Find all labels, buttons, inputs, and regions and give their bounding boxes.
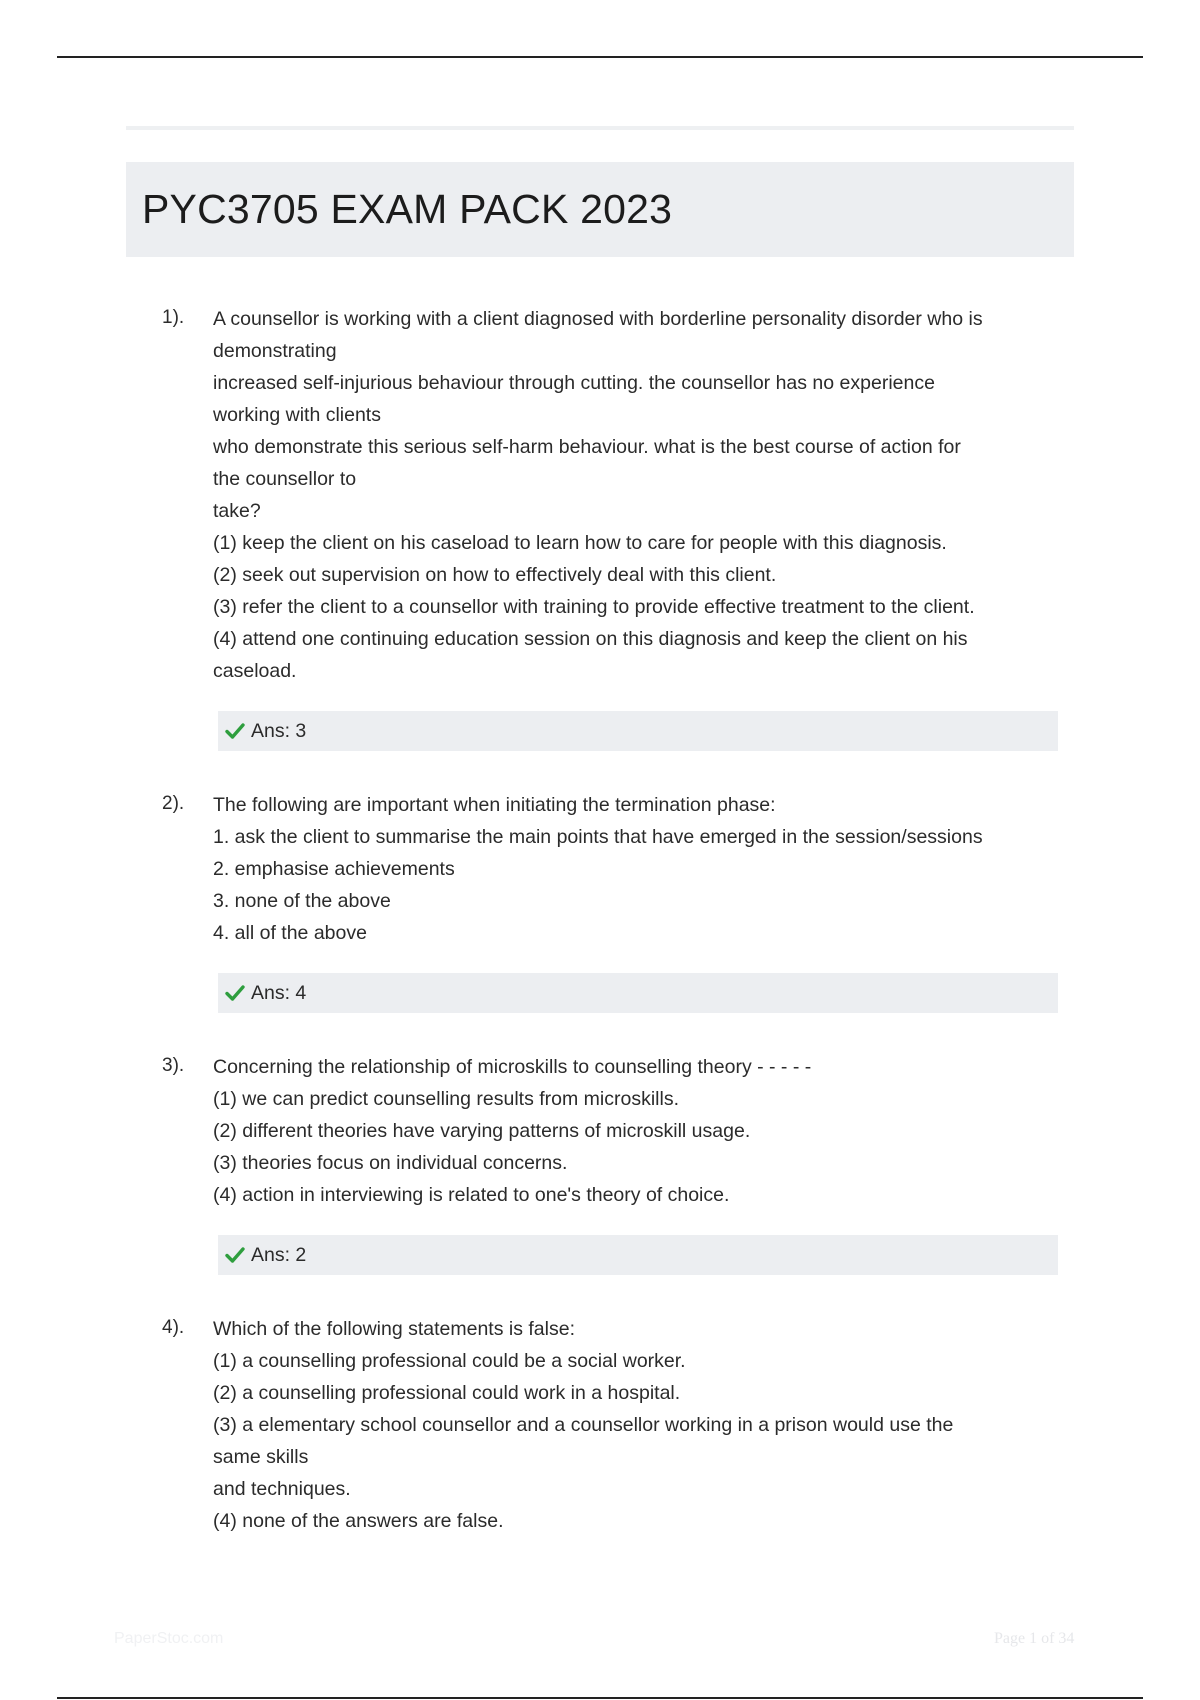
check-icon — [224, 982, 246, 1004]
watermark-text: PaperStoc.com — [114, 1630, 224, 1647]
answer-box — [218, 973, 1058, 1013]
question-line: 3. none of the above — [213, 890, 391, 912]
top-divider — [57, 56, 1143, 58]
question-line: who demonstrate this serious self-harm behaviour. what is the best course of action for — [213, 436, 961, 458]
question-line: caseload. — [213, 660, 297, 682]
question-line: (3) refer the client to a counsellor with training to provide effective treatment to the client. — [213, 596, 975, 618]
question-line: (1) keep the client on his caseload to learn how to care for people with this diagnosis. — [213, 532, 947, 554]
header-rule — [126, 126, 1074, 130]
question-line: The following are important when initiating the termination phase: — [213, 794, 776, 816]
question-line: (2) a counselling professional could work in a hospital. — [213, 1382, 681, 1404]
bottom-divider — [57, 1697, 1143, 1699]
question-item — [0, 1051, 1200, 1275]
question-line: increased self-injurious behaviour through cutting. the counsellor has no experience — [213, 372, 935, 394]
question-text — [213, 1313, 1065, 1537]
answer-box — [218, 711, 1058, 751]
answer-text: Ans: 3 — [251, 719, 307, 742]
question-text — [213, 1051, 1065, 1211]
question-line: same skills — [213, 1446, 309, 1468]
question-item — [0, 789, 1200, 1013]
question-line: (3) theories focus on individual concerns. — [213, 1152, 568, 1174]
check-icon — [224, 1244, 246, 1266]
question-line: (1) we can predict counselling results from microskills. — [213, 1088, 679, 1110]
title-banner — [126, 162, 1074, 257]
question-line: (2) seek out supervision on how to effectively deal with this client. — [213, 564, 777, 586]
question-line: take? — [213, 500, 261, 522]
question-list — [0, 303, 1200, 1575]
question-number: 1). — [162, 307, 185, 328]
question-number: 4). — [162, 1317, 185, 1338]
question-line: A counsellor is working with a client diagnosed with borderline personality disorder who is — [213, 308, 983, 330]
question-item — [0, 303, 1200, 751]
question-text — [213, 303, 1065, 687]
question-line: (4) action in interviewing is related to one's theory of choice. — [213, 1184, 730, 1206]
question-number: 3). — [162, 1055, 185, 1076]
question-line: working with clients — [213, 404, 381, 426]
check-icon — [224, 720, 246, 742]
question-number: 2). — [162, 793, 185, 814]
question-text — [213, 789, 1065, 949]
question-line: Which of the following statements is false: — [213, 1318, 575, 1340]
question-line: and techniques. — [213, 1478, 351, 1500]
answer-text: Ans: 2 — [251, 1243, 307, 1266]
page-title: PYC3705 EXAM PACK 2023 — [142, 186, 673, 232]
question-line: the counsellor to — [213, 468, 357, 490]
question-line: (1) a counselling professional could be a social worker. — [213, 1350, 686, 1372]
answer-text: Ans: 4 — [251, 981, 307, 1004]
question-line: demonstrating — [213, 340, 337, 362]
question-line: (2) different theories have varying patterns of microskill usage. — [213, 1120, 751, 1142]
page-number: Page 1 of 34 — [994, 1630, 1075, 1647]
question-line: Concerning the relationship of microskills to counselling theory - - - - - — [213, 1056, 812, 1078]
question-line: (4) none of the answers are false. — [213, 1510, 504, 1532]
answer-box — [218, 1235, 1058, 1275]
question-line: 2. emphasise achievements — [213, 858, 455, 880]
question-line: 4. all of the above — [213, 922, 367, 944]
question-item — [0, 1313, 1200, 1537]
question-line: (4) attend one continuing education session on this diagnosis and keep the client on his — [213, 628, 968, 650]
question-line: 1. ask the client to summarise the main points that have emerged in the session/sessions — [213, 826, 983, 848]
question-line: (3) a elementary school counsellor and a counsellor working in a prison would use the — [213, 1414, 954, 1436]
